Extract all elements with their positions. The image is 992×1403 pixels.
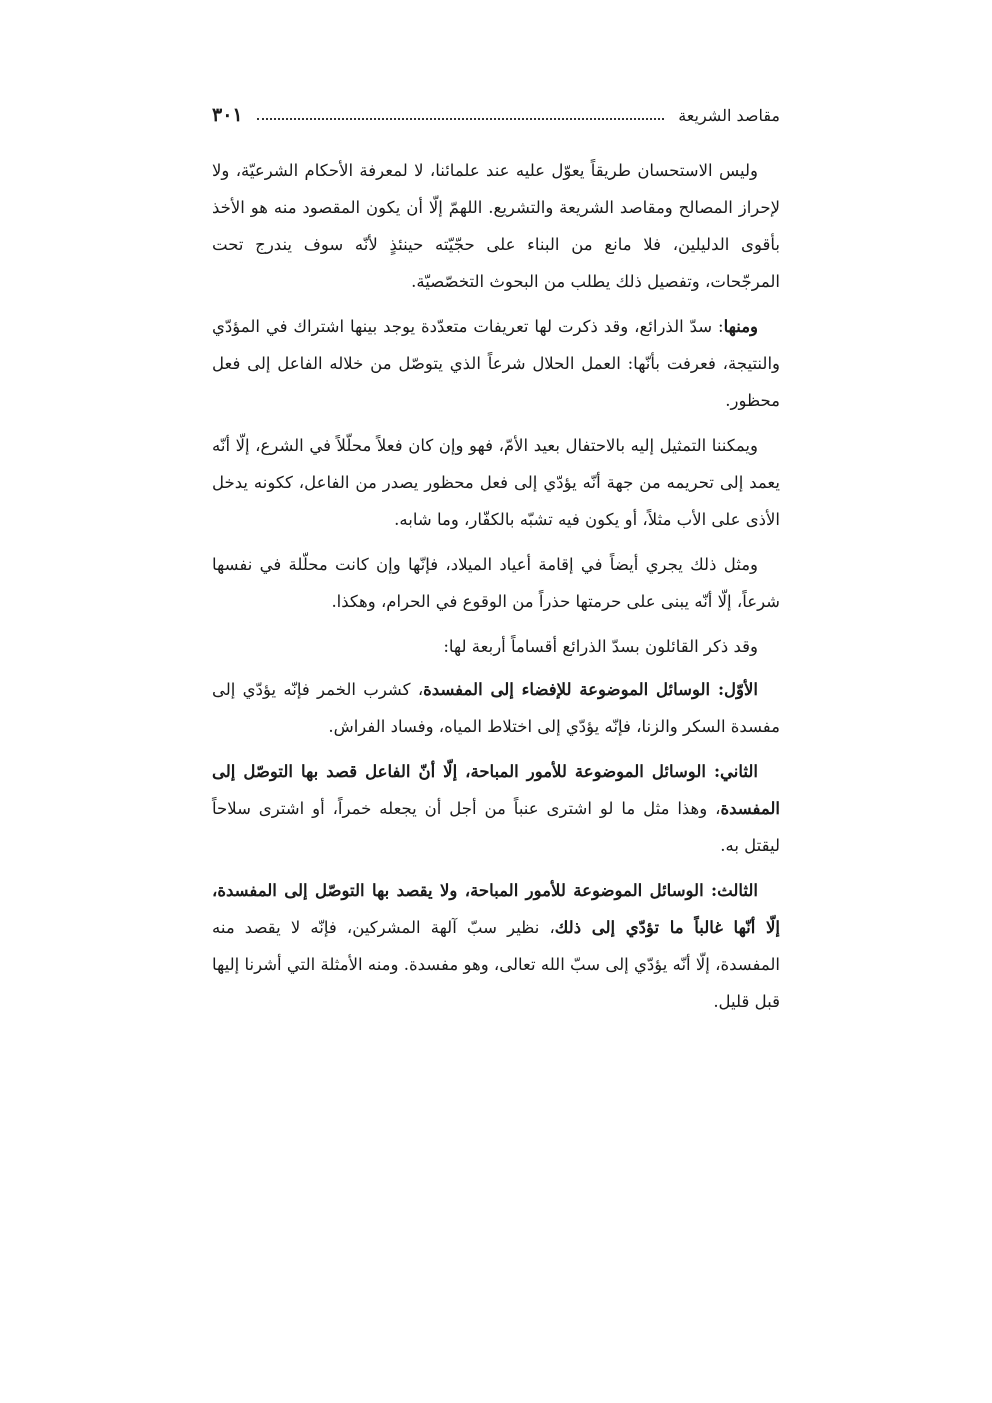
page-number: ٣٠١ (212, 104, 243, 126)
page-body (212, 152, 780, 1028)
category-heading-bold: الثالث: الوسائل الموضوعة للأمور المباحة، ولا يقصد بها التوصّل إلى المفسدة، إلّا أنّها غالباً ما تؤدّي إلى ذلك (212, 881, 780, 937)
paragraph-text: ، نظير سبّ آلهة المشركين، فإنّه لا يقصد منه المفسدة، إلّا أنّه يؤدّي إلى سبّ الله تعالى، وهو مفسدة. ومنه الأمثلة التي أشرنا إليها قبل قليل. (212, 918, 780, 1011)
paragraph-text: ، كشرب الخمر فإنّه يؤدّي إلى مفسدة السكر والزنا، فإنّه يؤدّي إلى اختلاط المياه، وفساد الفراش. (212, 680, 780, 736)
paragraph-four-categories-intro: وقد ذكر القائلون بسدّ الذرائع أقساماً أربعة لها: (443, 637, 758, 656)
paragraph-example-birthdays: ومثل ذلك يجري أيضاً في إقامة أعياد الميلاد، فإنّها وإن كانت محلّلة في نفسها شرعاً، إلّا أنّه يبنى على حرمتها حذراً من الوقوع في الحرام، وهكذا. (212, 555, 780, 611)
paragraph-istihsan: وليس الاستحسان طريقاً يعوّل عليه عند علمائنا، لا لمعرفة الأحكام الشرعيّة، ولا لإحراز المصالح ومقاصد الشريعة والتشريع. اللهمّ إلّا أن يكون المقصود منه هو الأخذ بأقوى الدليلين، فلا مانع من البناء على حجّيّته حينئذٍ لأنّه سوف يندرج تحت المرجّحات، وتفصيل ذلك يطلب من البحوث التخصّصيّة. (212, 161, 780, 291)
category-heading-bold: الأوّل: الوسائل الموضوعة للإفضاء إلى المفسدة (423, 680, 758, 699)
paragraph-category-second (212, 753, 780, 864)
paragraph-category-first (212, 671, 780, 745)
paragraph-category-third (212, 872, 780, 1020)
paragraph-example-mothers-day: ويمكننا التمثيل إليه بالاحتفال بعيد الأمّ، فهو وإن كان فعلاً محلّلاً في الشرع، إلّا أنّه يعمد إلى تحريمه من جهة أنّه يؤدّي إلى فعل محظور يصدر من الفاعل، ككونه يدخل الأذى على الأب مثلاً، أو يكون فيه تشبّه بالكفّار، وما شابه. (212, 436, 780, 529)
paragraph-sadd-al-dharai (212, 308, 780, 419)
running-header (212, 100, 780, 130)
paragraph-text: : سدّ الذرائع، وقد ذكرت لها تعريفات متعدّدة يوجد بينها اشتراك في المؤدّي والنتيجة، فعرفت بأنّها: العمل الحلال شرعاً الذي يتوصّل من خلاله الفاعل إلى فعل محظور. (212, 317, 780, 410)
header-dotted-leader (257, 116, 665, 120)
book-title: مقاصد الشريعة (678, 105, 780, 125)
paragraph-text: ، وهذا مثل ما لو اشترى عنباً من أجل أن يجعله خمراً، أو اشترى سلاحاً ليقتل به. (212, 799, 780, 855)
category-heading-bold: الثاني: الوسائل الموضوعة للأمور المباحة، إلّا أنّ الفاعل قصد بها التوصّل إلى المفسدة (212, 762, 780, 818)
paragraph-lead-bold: ومنها (723, 317, 758, 336)
